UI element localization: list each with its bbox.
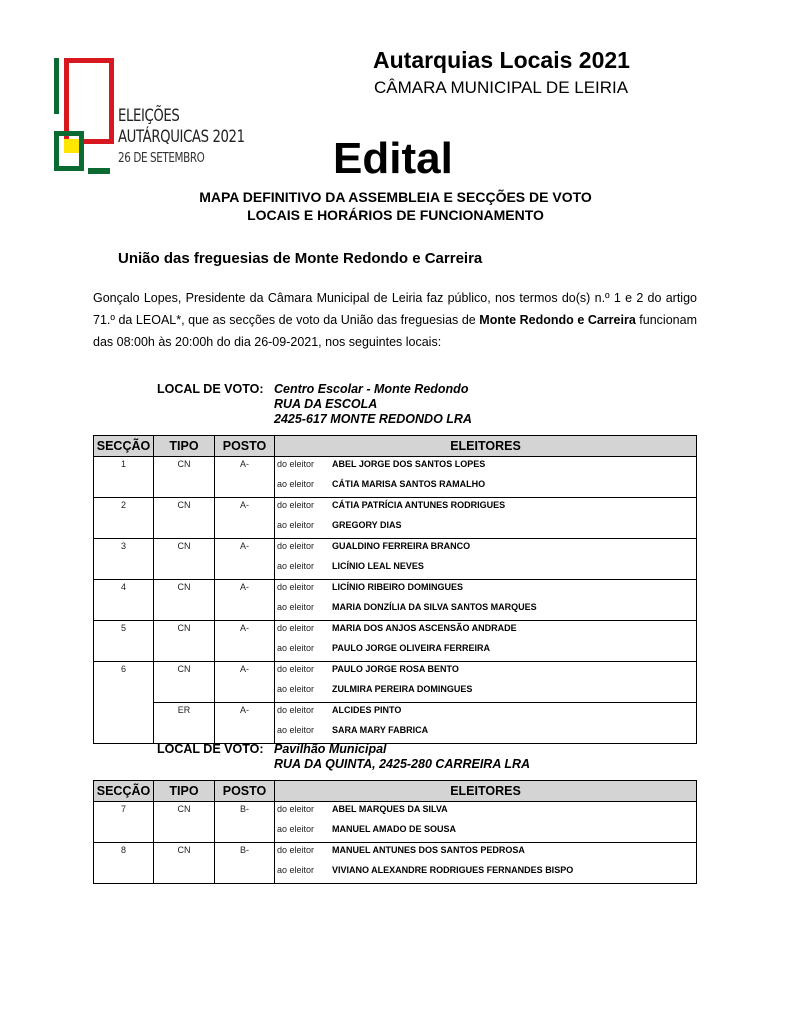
header-posto: POSTO [215, 436, 275, 457]
prefix-to: ao eleitor [277, 602, 315, 612]
seccao-cell [94, 822, 154, 843]
prefix-to: ao eleitor [277, 520, 315, 530]
table-row [94, 621, 697, 642]
table-row [94, 600, 697, 621]
voter-name-to: PAULO JORGE OLIVEIRA FERREIRA [332, 643, 491, 653]
header-posto: POSTO [215, 781, 275, 802]
voter-range-to [275, 682, 697, 703]
sections-table-2 [93, 780, 697, 884]
tipo-cell [154, 822, 215, 843]
prefix-to: ao eleitor [277, 865, 315, 875]
logo-line-2: AUTÁRQUICAS 2021 [118, 127, 245, 147]
location-address-2: 2425-617 MONTE REDONDO LRA [274, 412, 472, 426]
voter-range-from [275, 703, 697, 724]
table-row [94, 477, 697, 498]
tipo-cell: CN [154, 539, 215, 560]
logo-green-frame [54, 131, 84, 171]
seccao-cell: 8 [94, 843, 154, 864]
seccao-cell [94, 477, 154, 498]
logo-line-1: ELEIÇÕES [118, 106, 180, 126]
voter-range-to [275, 723, 697, 744]
table-row [94, 863, 697, 884]
tipo-cell [154, 559, 215, 580]
posto-cell [215, 682, 275, 703]
posto-cell [215, 822, 275, 843]
voter-name-to: SARA MARY FABRICA [332, 725, 429, 735]
posto-cell [215, 559, 275, 580]
location-address-1: RUA DA ESCOLA [274, 397, 378, 411]
tipo-cell [154, 723, 215, 744]
prefix-to: ao eleitor [277, 561, 315, 571]
posto-cell: A- [215, 498, 275, 519]
prefix-from: do eleitor [277, 845, 315, 855]
logo-green-bar [54, 58, 59, 114]
table-row [94, 682, 697, 703]
freguesia-heading: União das freguesias de Monte Redondo e Carreira [118, 250, 483, 267]
tipo-cell [154, 477, 215, 498]
table-body [94, 802, 697, 884]
voter-range-to [275, 863, 697, 884]
prefix-to: ao eleitor [277, 725, 315, 735]
seccao-cell: 4 [94, 580, 154, 601]
table-body [94, 457, 697, 744]
tipo-cell: CN [154, 843, 215, 864]
polling-location-2 [157, 742, 530, 772]
voter-name-from: ALCIDES PINTO [332, 705, 402, 715]
voter-range-to [275, 477, 697, 498]
prefix-from: do eleitor [277, 705, 315, 715]
header-title: Autarquias Locais 2021 [373, 47, 630, 73]
tipo-cell: CN [154, 802, 215, 823]
seccao-cell [94, 682, 154, 703]
posto-cell: B- [215, 802, 275, 823]
seccao-cell [94, 723, 154, 744]
posto-cell [215, 641, 275, 662]
voter-name-to: GREGORY DIAS [332, 520, 402, 530]
seccao-cell [94, 703, 154, 724]
posto-cell [215, 863, 275, 884]
voter-name-from: GUALDINO FERREIRA BRANCO [332, 541, 471, 551]
header-seccao: SECÇÃO [94, 436, 154, 457]
table-row [94, 539, 697, 560]
header-seccao: SECÇÃO [94, 781, 154, 802]
posto-cell: A- [215, 580, 275, 601]
voter-name-from: PAULO JORGE ROSA BENTO [332, 664, 459, 674]
posto-cell [215, 723, 275, 744]
table-row [94, 723, 697, 744]
header-eleitores: ELEITORES [275, 781, 697, 802]
voter-range-from [275, 580, 697, 601]
logo-line-3: 26 DE SETEMBRO [118, 151, 205, 166]
seccao-cell: 6 [94, 662, 154, 683]
location-address-1: RUA DA QUINTA, 2425-280 CARREIRA LRA [274, 757, 531, 771]
table-row [94, 802, 697, 823]
voter-range-to [275, 518, 697, 539]
posto-cell: A- [215, 621, 275, 642]
voter-name-from: ABEL JORGE DOS SANTOS LOPES [332, 459, 486, 469]
prefix-to: ao eleitor [277, 643, 315, 653]
location-name: Pavilhão Municipal [274, 742, 387, 756]
prefix-from: do eleitor [277, 623, 315, 633]
elections-logo-text [118, 106, 280, 169]
table-row [94, 498, 697, 519]
seccao-cell [94, 559, 154, 580]
header-tipo: TIPO [154, 781, 215, 802]
voter-range-from [275, 498, 697, 519]
voter-name-from: LICÍNIO RIBEIRO DOMINGUES [332, 582, 464, 592]
map-title-line-2: LOCAIS E HORÁRIOS DE FUNCIONAMENTO [247, 207, 544, 223]
voter-range-from [275, 662, 697, 683]
tipo-cell [154, 641, 215, 662]
tipo-cell: ER [154, 703, 215, 724]
tipo-cell: CN [154, 621, 215, 642]
table-row [94, 518, 697, 539]
table-row [94, 822, 697, 843]
seccao-cell [94, 600, 154, 621]
seccao-cell: 1 [94, 457, 154, 478]
voter-name-from: ABEL MARQUES DA SILVA [332, 804, 448, 814]
table-header [94, 781, 697, 802]
voter-name-to: LICÍNIO LEAL NEVES [332, 561, 424, 571]
header-tipo: TIPO [154, 436, 215, 457]
voter-range-from [275, 621, 697, 642]
voter-name-to: ZULMIRA PEREIRA DOMINGUES [332, 684, 473, 694]
polling-location-1 [157, 382, 472, 427]
posto-cell: A- [215, 703, 275, 724]
map-title-line-1: MAPA DEFINITIVO DA ASSEMBLEIA E SECÇÕES DE VOTO [199, 189, 592, 205]
table-row [94, 580, 697, 601]
table-header [94, 436, 697, 457]
tipo-cell [154, 682, 215, 703]
seccao-cell [94, 518, 154, 539]
intro-paragraph [93, 287, 697, 353]
prefix-to: ao eleitor [277, 824, 315, 834]
location-name: Centro Escolar - Monte Redondo [274, 382, 469, 396]
voter-name-to: MANUEL AMADO DE SOUSA [332, 824, 457, 834]
map-title [0, 188, 791, 224]
header-eleitores: ELEITORES [275, 436, 697, 457]
table-row [94, 559, 697, 580]
table-row [94, 641, 697, 662]
voter-range-from [275, 457, 697, 478]
prefix-from: do eleitor [277, 804, 315, 814]
voter-range-from [275, 843, 697, 864]
seccao-cell: 5 [94, 621, 154, 642]
header-subtitle: CÂMARA MUNICIPAL DE LEIRIA [374, 78, 629, 97]
paragraph-text-2: funcionam das 08:00h às 20:00h do dia 26-09-2021, nos seguintes locais: [93, 313, 697, 349]
voter-name-from: MARIA DOS ANJOS ASCENSÃO ANDRADE [332, 623, 517, 633]
posto-cell: A- [215, 457, 275, 478]
seccao-cell: 7 [94, 802, 154, 823]
seccao-cell [94, 641, 154, 662]
prefix-from: do eleitor [277, 582, 315, 592]
voter-range-from [275, 539, 697, 560]
logo-green-base [88, 168, 110, 174]
paragraph-bold: Monte Redondo e Carreira [479, 313, 636, 327]
table-row [94, 703, 697, 724]
voter-range-to [275, 822, 697, 843]
posto-cell: A- [215, 662, 275, 683]
prefix-from: do eleitor [277, 664, 315, 674]
prefix-from: do eleitor [277, 541, 315, 551]
seccao-cell [94, 863, 154, 884]
prefix-to: ao eleitor [277, 684, 315, 694]
voter-name-from: CÁTIA PATRÍCIA ANTUNES RODRIGUES [332, 500, 506, 510]
posto-cell [215, 518, 275, 539]
location-label: LOCAL DE VOTO: [157, 382, 264, 396]
table-row [94, 457, 697, 478]
voter-range-to [275, 559, 697, 580]
voter-name-to: CÁTIA MARISA SANTOS RAMALHO [332, 479, 486, 489]
table-row [94, 843, 697, 864]
prefix-from: do eleitor [277, 459, 315, 469]
tipo-cell [154, 600, 215, 621]
tipo-cell: CN [154, 580, 215, 601]
posto-cell: B- [215, 843, 275, 864]
seccao-cell: 3 [94, 539, 154, 560]
voter-range-to [275, 641, 697, 662]
voter-range-from [275, 802, 697, 823]
posto-cell: A- [215, 539, 275, 560]
seccao-cell: 2 [94, 498, 154, 519]
posto-cell [215, 600, 275, 621]
posto-cell [215, 477, 275, 498]
sections-table-1 [93, 435, 697, 744]
prefix-from: do eleitor [277, 500, 315, 510]
tipo-cell: CN [154, 457, 215, 478]
tipo-cell: CN [154, 662, 215, 683]
tipo-cell: CN [154, 498, 215, 519]
voter-range-to [275, 600, 697, 621]
location-label: LOCAL DE VOTO: [157, 742, 264, 756]
paragraph-text-1: Gonçalo Lopes, Presidente da Câmara Municipal de Leiria faz público, nos termos do(s) n.º 1 e 2 do artigo 71.º da LEOAL*, que as secções de voto da União das freguesias de [93, 291, 697, 327]
prefix-to: ao eleitor [277, 479, 315, 489]
table-row [94, 662, 697, 683]
elections-logo-mark [52, 56, 112, 176]
voter-name-to: VIVIANO ALEXANDRE RODRIGUES FERNANDES BISPO [332, 865, 574, 875]
voter-name-from: MANUEL ANTUNES DOS SANTOS PEDROSA [332, 845, 525, 855]
tipo-cell [154, 863, 215, 884]
voter-name-to: MARIA DONZÍLIA DA SILVA SANTOS MARQUES [332, 602, 537, 612]
tipo-cell [154, 518, 215, 539]
document-title: Edital [333, 134, 453, 183]
